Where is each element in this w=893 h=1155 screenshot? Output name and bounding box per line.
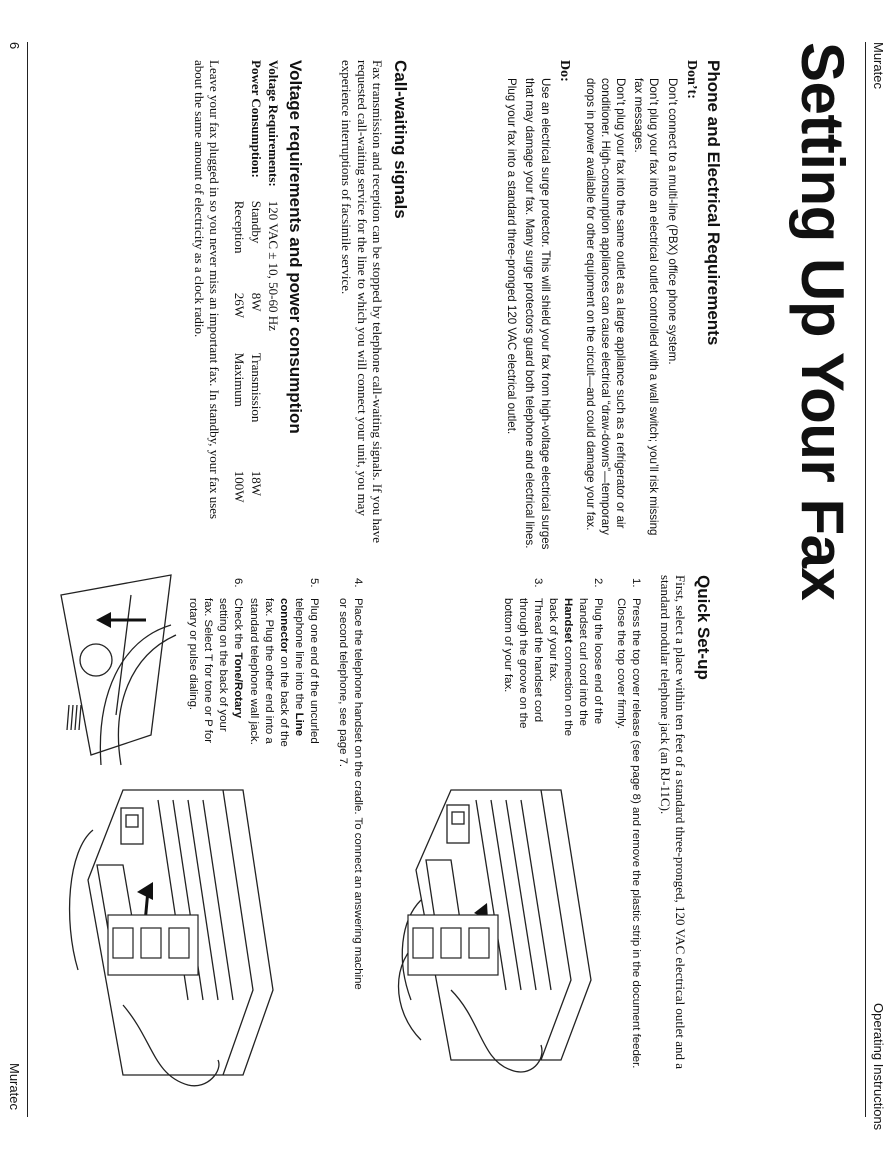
quick-setup-intro: First, select a place within ten feet of a standard three-pronged, 120 VAC electrical outlet and a standard modular telephone jack (an RJ-11C). (657, 575, 689, 1070)
step-text: Place the telephone handset on the cradle. To connect an answering machine or second telephone, see page 7. (337, 598, 364, 990)
voltage-note: Leave your fax plugged in so you never miss an important fax. In standby, your fax uses about the same amount of electricity as a clock radio. (191, 60, 223, 520)
voltage-label: Voltage Requirements: (266, 60, 282, 187)
donts-label: Don’t: (684, 60, 700, 99)
power-cell: Standby (249, 200, 265, 244)
step-text: Press the top cover release (see page 8) and remove the plastic strip in the document feeder. Close the top cover firmly. (615, 598, 642, 1069)
step-number: 2. (592, 578, 604, 588)
step-text: Plug the loose end of the handset curl cord into the (577, 598, 604, 726)
dont-item: Don’t plug your fax into an electrical outlet controlled with a wall switch; you’ll risk missing fax messages. (632, 78, 661, 536)
step-number: 4. (352, 578, 364, 588)
voltage-section (191, 60, 305, 560)
donts-list (582, 60, 679, 550)
quick-setup-heading: Quick Set-up (694, 575, 713, 680)
voltage-value: 120 VAC ± 10, 50-60 Hz (266, 200, 282, 331)
step-text: Check the (232, 598, 244, 653)
power-cell: Reception (232, 200, 248, 254)
jack-panel-illustration (103, 910, 203, 980)
header-right: Operating Instructions (871, 1003, 886, 1131)
dos-list (504, 60, 553, 550)
step-text: on the back of the fax. Plug the other end into a standard telephone wall jack. (248, 598, 290, 747)
step-text: Plug one end of the uncurled telephone line into the (293, 598, 320, 744)
call-waiting-text: Fax transmission and reception can be stopped by telephone call-waiting signals. If you have requested call-waiting service for the line to which you will connect your unit, you may experience interruptions of facsimile service. (339, 60, 386, 544)
step-number: 6. (232, 578, 244, 588)
power-cell: 18W (249, 470, 265, 497)
header-rule (865, 42, 866, 1117)
page-number: 6 (7, 42, 22, 50)
quick-setup-header (657, 575, 713, 1105)
power-table (230, 60, 281, 503)
phone-electrical-heading: Phone and Electrical Requirements (704, 60, 723, 346)
page-title: Setting Up Your Fax (789, 42, 856, 601)
header-left: Muratec (871, 42, 886, 89)
step-text: setting on the back of your fax. Select T for tone or P for rotary or pulse dialing. (187, 598, 229, 743)
step-number: 1. (630, 578, 642, 588)
jack-panel-illustration (403, 910, 503, 980)
step-text: connection on the back of your fax. (547, 598, 574, 737)
call-waiting-section (339, 60, 410, 550)
call-waiting-heading: Call-waiting signals (391, 60, 410, 219)
power-label: Power Consumption: (249, 60, 265, 178)
power-cell: 8W (249, 292, 265, 312)
step-number: 5. (308, 578, 320, 588)
step-bold: Tone/Rotary (232, 652, 244, 719)
power-cell: Maximum (232, 352, 248, 407)
power-cell: 26W (232, 292, 248, 319)
power-cell: Transmission (249, 352, 265, 423)
phone-electrical-section (504, 60, 723, 550)
cord-groove-illustration (41, 565, 191, 775)
dont-item: Don’t connect to a multi-line (PBX) office phone system. (665, 78, 679, 365)
step-bold: Line connector (278, 598, 305, 737)
power-cell: 100W (232, 470, 248, 503)
footer-rule (27, 42, 28, 1117)
step-bold: Handset (562, 598, 574, 643)
do-item: Plug your fax into a standard three-pronged 120 VAC electrical outlet. (505, 78, 519, 435)
dos-label: Do: (557, 60, 573, 82)
footer-right: Muratec (7, 1063, 22, 1110)
do-item: Use an electrical surge protector. This will shield your fax from high-voltage electrical surges that may damage your fax. Many surge protectors guard both telephone and electrical lines. (523, 78, 552, 550)
step-text: Thread the handset cord through the groove on the bottom of your fax. (502, 598, 544, 729)
dont-item: Don’t plug your fax into the same outlet as a large appliance such as a refrigerator or air conditioner. High-consumption appliances can cause electrical “draw-downs”—temporary drops in power available for other equipment on the circuit—and could damage your fax. (583, 78, 628, 535)
voltage-heading: Voltage requirements and power consumption (286, 60, 305, 434)
step-number: 3. (532, 578, 544, 588)
